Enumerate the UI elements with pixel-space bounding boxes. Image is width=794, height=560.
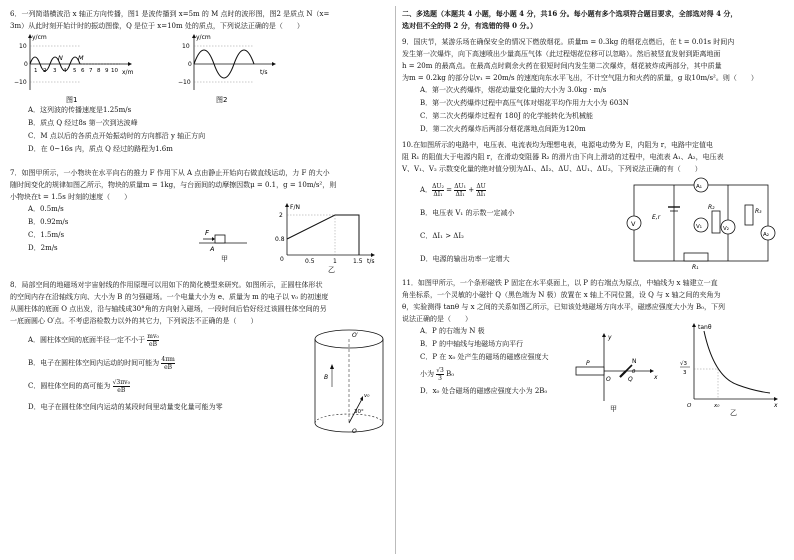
- q7-figures-svg: [195, 199, 385, 273]
- q11-options: [402, 325, 582, 398]
- q6-fig1-xtick: 3: [53, 68, 57, 74]
- q11-body: [402, 325, 782, 417]
- q7-figure-block: [199, 229, 247, 263]
- q10-stem-line1: 10.在如图所示的电路中，电压表、电流表均为理想电表，电源电动势为 E，内阻为 r，电路中定值电: [402, 141, 714, 149]
- q11-graph-ytick-num: √3: [680, 361, 688, 367]
- q11-option-c-cont: [420, 364, 582, 384]
- q6-fig1-xtick: 5: [73, 68, 77, 74]
- q11-graph-xlabel: x: [774, 402, 778, 409]
- q6-fig2-caption: 图2: [216, 96, 228, 104]
- q7-option-c: C．1.5m/s: [28, 231, 65, 239]
- q10-body: [402, 175, 782, 271]
- q11-magnet-figure: [576, 333, 658, 413]
- q11-c-fraction: [436, 367, 444, 382]
- q6-fig1-xlabel: x/m: [122, 69, 134, 76]
- q11-c-denominator: 3: [438, 374, 442, 382]
- q7-body: [10, 203, 388, 271]
- q10-option-b: B．电压表 V₁ 的示数一定减小: [420, 209, 515, 217]
- q8-option-c: [28, 375, 310, 397]
- q8-b-denominator: eB: [161, 363, 174, 371]
- q11-stem-line4: 说法正确的是（ ）: [402, 315, 472, 323]
- q8-option-a: [28, 329, 310, 351]
- q8-option-b-text: B．电子在圆柱体空间内运动的时间可能为: [28, 359, 160, 367]
- q10-circuit-figure: [624, 175, 780, 271]
- q10-label-R3: R₃: [755, 208, 762, 215]
- q7-options: [10, 203, 68, 255]
- q9-stem-line3: h = 20m 的最高点。在最高点时剩余火药在很短时间内发生第二次爆炸，烟花被炸成两部分，其中质量: [402, 62, 722, 70]
- q6-fig1-xtick: 10: [111, 68, 118, 74]
- q10-label-R1: R₁: [692, 264, 699, 271]
- q11-angle-theta: θ: [632, 369, 636, 375]
- q8-stem-line4: 一底面圆心 O′点。不考虑浴检数力以外的其它力，下列说法不正确的是（ ）: [10, 317, 258, 325]
- section-2-header: [402, 8, 782, 32]
- q7-graph-ytick-0.8: 0.8: [275, 236, 285, 243]
- question-6: [10, 8, 388, 155]
- section-2-heading-2: 选对但不全的得 2 分，有选错的得 0 分。）: [402, 21, 537, 30]
- q6-fig1-caption: 图1: [66, 96, 78, 104]
- q7-graph-origin: 0: [280, 256, 284, 263]
- q8-option-c-fraction: [113, 379, 130, 394]
- q6-fig1-xtick: 9: [105, 68, 109, 74]
- q8-stem-line2: 的空间内存在沿轴线方向、大小为 B 的匀强磁场。一个电量大小为 e、质量为 m 的电子以 v₀ 的初速度: [10, 293, 329, 301]
- q10-meter-V: V: [631, 220, 636, 228]
- q8-c-numerator: √3πv₀: [112, 378, 130, 386]
- q8-label-O-prime: O′: [352, 332, 359, 339]
- q6-fig1-xtick: 2: [43, 68, 47, 74]
- q11-c-numerator: √3: [436, 366, 444, 374]
- q11-c-unit: B₀: [446, 370, 455, 378]
- q6-option-c: C．M 点以后的各质点开始振动时的方向都沿 y 轴正方向: [28, 132, 206, 140]
- q8-options: [10, 329, 310, 417]
- question-11: [402, 277, 782, 417]
- q6-wave-figure: [14, 34, 134, 104]
- q11-fig-left-caption: 甲: [610, 405, 617, 413]
- q6-point-N: N: [58, 54, 63, 62]
- q6-option-a: A．这列波的传播速度是1.25m/s: [28, 106, 132, 114]
- q6-fig2-xlabel: t/s: [260, 69, 268, 76]
- q8-option-d: D．电子在圆柱体空间内运动的某段时间里动量变化量可能为零: [28, 403, 223, 411]
- q6-option-b: B．质点 Q 经过8s 第一次到达波峰: [28, 119, 138, 127]
- q11-graph-ytick-den: 3: [683, 370, 687, 376]
- q8-b-numerator: 4πm: [161, 355, 175, 363]
- q10-meter-V1: V₁: [696, 224, 702, 230]
- q11-magnet-P: P: [586, 360, 590, 367]
- column-divider: [395, 6, 396, 554]
- q7-point-A: A: [210, 245, 215, 253]
- q10-a-eq: =: [443, 186, 455, 194]
- q7-graph-ytick-2: 2: [279, 212, 283, 219]
- q6-fig1-xtick: 1: [34, 68, 38, 74]
- left-column: [10, 8, 388, 441]
- q6-fig1-ytick-10: 10: [19, 43, 27, 50]
- q7-force-time-graph: [275, 203, 375, 273]
- q7-graph-ylabel: F/N: [290, 204, 300, 211]
- q11-axis-x: x: [654, 374, 658, 381]
- q6-point-M: M: [78, 54, 84, 62]
- q7-option-b: B．0.92m/s: [28, 218, 69, 226]
- q10-stem-line2: 阻 R₁ 的阻值大于电源内阻 r，在滑动变阻器 R₂ 的滑片由下向上滑动的过程中，电流表 A₁、A₂，电压表: [402, 153, 724, 161]
- q11-tan-graph: [680, 323, 778, 417]
- q8-option-c-text: C．圆柱体空间的高可能为: [28, 382, 111, 390]
- q9-option-c: C．第二次火药爆炸过程有 180J 的化学能转化为机械能: [420, 112, 593, 120]
- q6-fig1-xtick: 6: [81, 68, 85, 74]
- q8-label-v0: v₀: [364, 393, 370, 399]
- q6-fig1-ytick-0: 0: [24, 61, 28, 68]
- q6-fig1-ytick-neg10: −10: [14, 79, 27, 86]
- q6-fig1-xtick: 7: [89, 68, 93, 74]
- q11-graph-ylabel: tanθ: [698, 324, 712, 331]
- q8-label-angle: 30°: [354, 409, 364, 415]
- q11-graph-origin: O: [687, 403, 692, 409]
- q7-option-a: A．0.5m/s: [28, 205, 64, 213]
- q10-a-num3: ΔU: [476, 182, 486, 190]
- q7-option-d: D．2m/s: [28, 244, 58, 252]
- q10-label-Er: E,r: [652, 214, 661, 221]
- q7-force-label: F: [205, 229, 210, 237]
- right-column: [402, 8, 782, 419]
- q8-option-a-fraction: [147, 333, 158, 348]
- q9-stem-line2: 发生第一次爆炸，向下高速喷出少量高压气体（此过程烟花位移可以忽略）。然后被竖直发射到距离地面: [402, 50, 721, 58]
- q11-figures-svg: [570, 281, 782, 417]
- section-2-heading: 二、多选题（本题共 4 小题，每小题 4 分，共16 分。每小题有多个选项符合题目要求，全部选对得 4 分，: [402, 9, 738, 18]
- q6-stem-line2: 3m）从此时刻开始计时的振动图像，Q 是位于 x=10m 处的质点，下列说法正确的是（ ）: [10, 22, 304, 30]
- q11-stem-line3: θ，实验测得 tanθ 与 x 之间的关系如图乙所示，已知该处地磁场方向水平，磁感应强度大小为 B₀，下列: [402, 303, 725, 311]
- q8-option-b-fraction: [161, 356, 174, 371]
- q11-graph-xtick: x₀: [714, 403, 720, 409]
- q10-meter-A1: A₁: [696, 184, 702, 190]
- q7-graph-xtick-0.5: 0.5: [305, 258, 315, 265]
- q8-a-denominator: eB: [149, 340, 158, 348]
- q9-option-a: A．第一次火药爆炸，烟花动量变化量的大小为 3.0kg · m/s: [420, 86, 607, 94]
- q6-fig2-ylabel: y/cm: [196, 34, 211, 41]
- q6-figure-svg: [10, 32, 280, 104]
- q7-graph-xtick-1: 1: [333, 258, 337, 265]
- q6-stem-line1: 6．一列简谐横波沿 x 轴正方向传播，图1 是波传播到 x=5m 的 M 点时的波形图，图2 是质点 N（x=: [10, 10, 330, 18]
- q9-option-d: D．第二次火药爆炸后两部分烟花落地点间距为120m: [420, 125, 586, 133]
- q10-meter-V2: V₂: [723, 226, 729, 232]
- q11-option-d: D．x₀ 处合磁场的磁感应强度大小为 2B₀: [420, 387, 548, 395]
- q10-a-frac3: [476, 183, 485, 198]
- question-10: [402, 139, 782, 271]
- q10-option-d: D．电源的输出功率一定增大: [420, 255, 510, 263]
- question-8: [10, 279, 388, 439]
- q8-label-B: B: [324, 374, 329, 381]
- q7-graph-xtick-1.5: 1.5: [353, 258, 363, 265]
- q8-cylinder-figure: [310, 327, 388, 439]
- q8-c-denominator: eB: [113, 386, 130, 394]
- q10-stem-line3: V、V₁、V₂ 示数变化量的绝对值分别为ΔI₁、ΔI₂、ΔU、ΔU₁、ΔU₂，下列说法正确的有（ ）: [402, 165, 702, 173]
- q10-options: [402, 179, 622, 271]
- q10-a-num1: ΔU₂: [432, 182, 444, 190]
- q11-needle-N: N: [632, 358, 637, 365]
- q10-a-frac2: [454, 183, 466, 198]
- q8-stem-line1: 8．局部空间的地磁场对宇宙射线的作用原理可以用如下的简化模型来研究。如图所示，正圆柱体形状: [10, 281, 323, 289]
- q8-option-a-text: A．圆柱体空间的底面半径一定不小于: [28, 336, 146, 344]
- q7-graph-xlabel: t/s: [367, 258, 375, 265]
- q6-fig1-ylabel: y/cm: [32, 34, 47, 41]
- q7-stem-line3: 小物块在t = 1.5s 时刻的速度（ ）: [10, 193, 132, 201]
- q10-option-c: C．ΔI₁ > ΔI₂: [420, 232, 464, 240]
- q9-stem-line4: 为m = 0.2kg 的部分以v₁ = 20m/s 的速度向东水平飞出，不计空气阻力和火药的质量，g 取10m/s²。则（ ）: [402, 74, 758, 82]
- q10-a-prefix: A．: [420, 186, 433, 194]
- q10-a-den2: ΔI₁: [455, 190, 465, 198]
- q6-fig1-xtick: 8: [97, 68, 101, 74]
- q10-a-plus: +: [465, 186, 477, 194]
- q10-label-R2: R₂: [708, 204, 715, 211]
- q11-fig-right-caption: 乙: [730, 409, 737, 417]
- q7-stem-line1: 7．如图甲所示，一小物块在水平向右的推力 F 作用下从 A 点由静止开始向右做直线运动，力 F 的大小: [10, 169, 330, 177]
- q10-meter-A2: A₂: [763, 232, 769, 238]
- q6-fig2-ytick-neg10: −10: [178, 79, 191, 86]
- q6-fig1-xtick: 4: [63, 68, 67, 74]
- q6-figures: [10, 32, 388, 104]
- q6-vibration-figure: [178, 34, 276, 104]
- q10-a-frac1: [432, 183, 444, 198]
- q11-origin-O: O: [606, 376, 611, 383]
- q11-axis-y: y: [608, 334, 612, 341]
- q10-a-num2: ΔU₁: [454, 182, 466, 190]
- q8-body: [10, 327, 388, 439]
- q9-option-b: B．第一次火药爆炸过程中高压气体对烟花平均作用力大小为 603N: [420, 99, 629, 107]
- q9-stem-line1: 9．国庆节，某游乐场在确保安全的情况下燃放烟花。质量m = 0.3kg 的烟花点燃后，在 t = 0.01s 时间内: [402, 38, 735, 46]
- q10-a-den3: ΔI₁: [476, 190, 486, 198]
- q11-stem-line2: 角坐标系，一个灵敏的小磁针 Q（黑色端为 N 极）放置在 x 轴上不同位置，设 Q 与 x 轴之间的夹角为: [402, 291, 721, 299]
- q11-option-a: A．P 的右端为 N 极: [420, 327, 485, 335]
- q8-label-O: O: [352, 428, 357, 435]
- q7-fig-left-caption: 甲: [221, 255, 228, 263]
- q6-option-d: D．在 0~16s 内，质点 Q 经过的路程为1.6m: [28, 145, 173, 153]
- q11-needle-Q: Q: [628, 376, 633, 383]
- q11-c-text: 小为: [420, 370, 434, 378]
- q6-fig2-ytick-10: 10: [182, 43, 190, 50]
- q7-stem-line2: 随时间变化的规律如图乙所示，物块的质量m = 1kg，与台面间的动摩擦因数μ = 0.1，g = 10m/s²，则: [10, 181, 337, 189]
- question-9: [402, 36, 782, 135]
- q8-a-numerator: mv₀: [147, 332, 159, 340]
- q7-fig-right-caption: 乙: [328, 266, 335, 273]
- q10-option-a: [420, 179, 622, 201]
- q11-option-c: C．P 在 x₀ 处产生的磁场的磁感应强度大: [420, 353, 549, 361]
- q8-option-b: [28, 352, 310, 374]
- q10-a-den1: ΔI₁: [433, 190, 443, 198]
- q8-stem-line3: 从圆柱体的底面 O 点出发，沿与轴线成30°角的方向射入磁场，一段时间后恰好经过该圆柱体空间的另: [10, 305, 327, 313]
- q6-fig2-ytick-0: 0: [188, 61, 192, 68]
- q11-stem-line1: 11．如图甲所示，一个条形磁铁 P 固定在水平桌面上，以 P 的右端点为原点，中轴线为 x 轴建立一直: [402, 279, 718, 287]
- q11-option-b: B．P 的中轴线与地磁场方向平行: [420, 340, 524, 348]
- question-7: [10, 167, 388, 271]
